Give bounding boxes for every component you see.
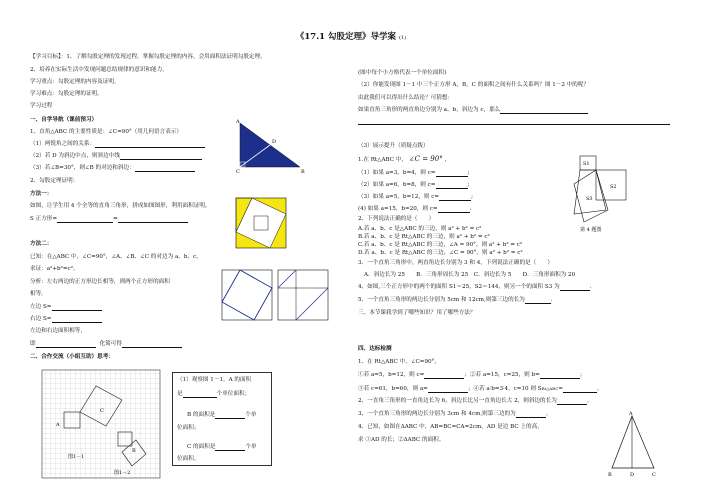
- question-r4: 如果直角三角形的两直角边分别为 a、b，斜边为 c，那么: [358, 107, 588, 114]
- observation-1: （1）观察图 1－1。A 的面积: [177, 377, 252, 383]
- equation-line: 即 化简可得: [30, 341, 182, 348]
- practice-3-options: A．斜边长为 25 B．三角形周长为 25 C．斜边长为 5 D．三角形面积为 20: [364, 272, 576, 278]
- observation-2: 是 个单位面积；: [177, 391, 251, 397]
- difficulty: 学习难点：勾股定理的证明。: [30, 91, 103, 97]
- learning-goal: 【学习目标】：1、了解勾股定理的发现过程，掌握勾股定理的内容，会用面积法证明勾股定理。: [30, 54, 266, 60]
- option-2c: C.若 a、b、c 是 Rt△ABC 的三边，∠A = 90°，则 a² + b² = c²: [358, 242, 523, 248]
- answer-line: [358, 124, 670, 125]
- tri-label-c: C: [236, 169, 240, 175]
- method-2-heading: 方法二：: [30, 241, 53, 247]
- observation-5: C 的面积是 个单: [187, 444, 257, 450]
- grid-label-2: 图1－2: [114, 470, 131, 476]
- practice-1a: （1）如果 a=3，b=4，则 c= ;: [358, 170, 470, 176]
- s1-label: S1: [583, 161, 590, 167]
- grid-note: (图中每个小方格代表一个单位面积): [358, 70, 447, 76]
- test-3: 3、一个直角三角形的两边长分别为 3cm 和 4cm,则第三边的为 。: [358, 411, 552, 417]
- three-squares-figure: [570, 152, 648, 234]
- option-2d: D.若 a、b、c 是 Rt△ABC 的三边，∠C = 90°，则 a² + b² = c²: [358, 250, 523, 256]
- option-2a: A.若 a、b、c 是△ABC 的三边，则 a² + b² = c²: [358, 226, 482, 232]
- right-triangle-figure: [228, 115, 308, 177]
- s2-label: S2: [610, 184, 617, 190]
- right-area: 右边 S=: [30, 316, 102, 323]
- svg-text:B: B: [132, 448, 136, 454]
- test-2: 2、一直角三角形的一直角边长为 6，斜边长比另一直角边长大 2，则斜边的长为 。: [358, 398, 593, 404]
- practice-1d: (4) 如果 a=15，b=20，则 c= .: [358, 206, 472, 212]
- practice-2: 2、下列说法正确的是（ ）: [358, 216, 435, 222]
- process-heading: 学习过程: [30, 103, 53, 109]
- grid-figure: [40, 368, 164, 482]
- tri-label-a: A: [236, 119, 240, 125]
- practice-5: 5、一个直角三角形的两边长分别为 5cm 和 12cm,则第三边的长为 .: [358, 297, 553, 303]
- question-1a: （1）两锐角之间的关系：: [30, 141, 205, 148]
- test-1b: ③若 c=61，b=60，则 a= ；④若 a∶b=3∶4，c=10 则 SRt△ABC= 。: [358, 386, 603, 392]
- method-2-given: 已知：在△ABC 中，∠C=90°，∠A、∠B、∠C 的对边为 a、b、c。: [30, 254, 202, 260]
- test-4: 4、已知，如图在ΔABC 中，AB=BC=CA=2cm，AD 是边 BC 上的高，: [358, 424, 543, 430]
- equilateral-triangle-figure: [602, 410, 666, 480]
- yellow-square-figure: [234, 196, 292, 254]
- observation-box: [172, 372, 272, 466]
- question-1: 1、直角△ABC 的主要性质是：∠C=90°（用几何语言表示）: [30, 129, 183, 135]
- test-1: 1、在 Rt△ABC 中，∠C=90°，: [358, 359, 440, 365]
- tri2-label-b: B: [608, 472, 612, 478]
- page-title: 《17.1 勾股定理》导学案 (1): [295, 32, 407, 42]
- test-1a: ①若 a=5，b=12，则 c= ；②若 a=15，c=25，则 b= ；: [358, 372, 586, 378]
- svg-text:C: C: [100, 408, 104, 414]
- tri-label-d: D: [272, 139, 277, 145]
- practice-1: 1.在 Rt△ABC 中， ∠C = 90° ，: [358, 155, 451, 163]
- tri2-label-c: C: [652, 472, 656, 478]
- method-2-prove: 求证：a²+b²=c²。: [30, 266, 79, 272]
- observation-3: B 的面积是 个单: [187, 412, 257, 418]
- left-area: 左边 S=: [30, 304, 102, 311]
- section-1-heading: 一、自学导航（课前预习）: [30, 117, 98, 123]
- svg-text:A: A: [56, 422, 60, 428]
- practice-1b: （2）如果 a=6，b=8，则 c= ;: [358, 182, 470, 188]
- s3-label: S3: [586, 196, 593, 202]
- observation-4: 位面积；: [177, 425, 200, 431]
- figure-4-caption: 第 4 题图: [580, 227, 602, 233]
- section-3-heading: （3）展示提升（质疑点拨）: [358, 143, 429, 149]
- method-1-text: 如图，让学生用 4 个全等的直角三角形，拼成如图图形，利用面积证明。: [30, 203, 211, 209]
- observation-6: 位面积。: [177, 456, 200, 462]
- practice-4: 4、如图,三个正方形中的两个的面积 S1＝25，S2＝144，则另一个的面积 S3 为 .: [358, 284, 592, 290]
- question-2: 2、勾股定理证明：: [30, 178, 79, 184]
- practice-1c: （3）如果 a=5，b=12，则 c= ;: [358, 194, 473, 200]
- learning-goal-2: 2、培养在实际生活中发现问题总结规律的意识和能力。: [30, 67, 168, 73]
- section-3-reflect: 三、本节课我学到了哪些知识？用了哪些方法？: [358, 310, 476, 316]
- tri-label-b: B: [301, 169, 305, 175]
- method-2-analysis-2: 相等。: [30, 291, 47, 297]
- method-2-analysis: 分析：左右两边的正方形边长相等，则两个正方形的面积: [30, 279, 170, 285]
- section-2-heading: 二、合作交流（小组互助）思考：: [30, 354, 114, 360]
- question-1c: （3）若∠B=30°，则∠B 的对边和斜边：: [30, 165, 195, 172]
- area-equal: 左边和右边面积相等，: [30, 328, 86, 334]
- method-1-heading: 方法一：: [30, 191, 53, 197]
- test-4-ask: 求 ①AD 的长；②ΔABC 的面积。: [358, 437, 445, 443]
- key-point: 学习重点：勾股定理的内容及证明。: [30, 79, 120, 85]
- option-2b: B.若 a、b、c 是 Rt△ABC 的三边，则 a² + b² = c²: [358, 234, 490, 240]
- proof-squares-figure: [212, 262, 332, 330]
- tri2-label-d: D: [630, 472, 635, 478]
- tri2-label-a: A: [629, 411, 633, 417]
- method-1-formula: S 正方形= =: [30, 216, 188, 223]
- question-r2: （2）你能发现图 1－1 中三个正方形 A，B，C 的面积之间有什么关系吗？图 1－2 中的呢？: [358, 82, 590, 88]
- question-1b: （2）若 D 为斜边中点，则斜边中线: [30, 153, 202, 160]
- question-r3: 由此我们可以得出什么结论？可猜想：: [358, 95, 454, 101]
- section-4-heading: 四、达标检测: [358, 346, 392, 352]
- grid-label-1: 图1－1: [68, 454, 85, 460]
- practice-3: 3、一个直角三角形中，两直角边长分别为 3 和 4，下列说法正确的是（ ）: [358, 260, 554, 266]
